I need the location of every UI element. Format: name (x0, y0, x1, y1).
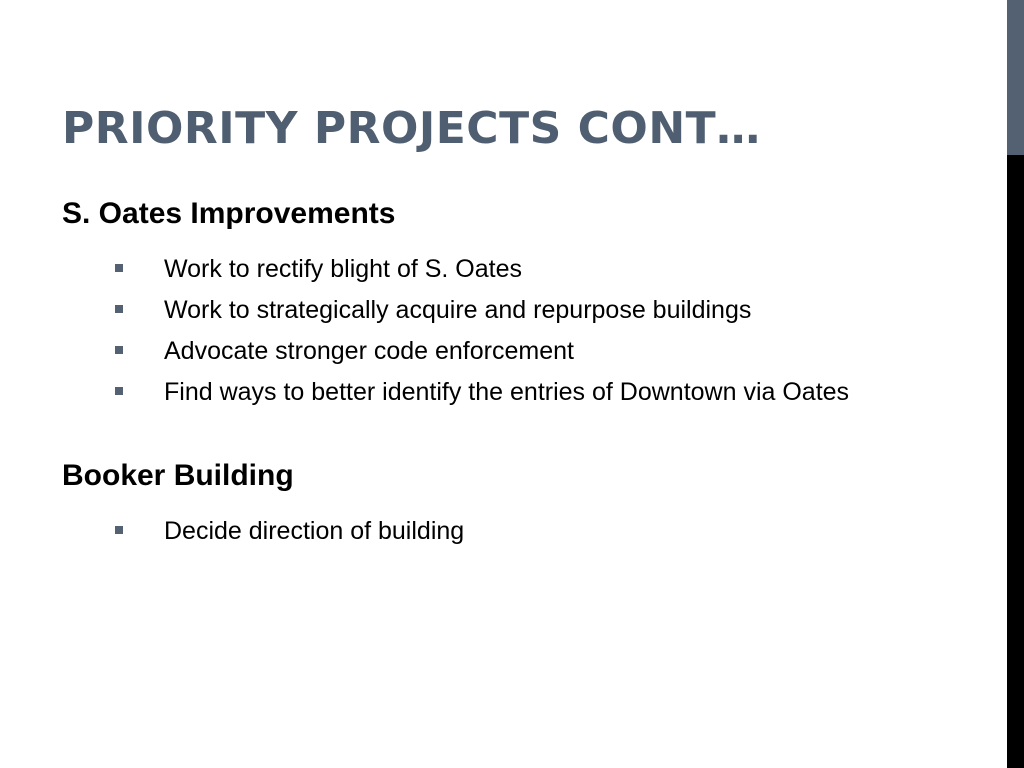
section-booker-building (62, 456, 992, 551)
bullet-text: Work to strategically acquire and repurpose buildings (164, 295, 752, 324)
square-bullet-icon (115, 526, 123, 534)
list-item (62, 289, 992, 330)
list-item (62, 330, 992, 371)
section-s-oates-improvements (62, 194, 992, 412)
square-bullet-icon (115, 346, 123, 354)
square-bullet-icon (115, 264, 123, 272)
bullet-list (62, 510, 992, 551)
bullet-list (62, 248, 992, 412)
bullet-text: Find ways to better identify the entries of Downtown via Oates (164, 377, 850, 406)
list-item (62, 510, 992, 551)
bullet-text: Advocate stronger code enforcement (164, 336, 574, 365)
square-bullet-icon (115, 305, 123, 313)
bullet-text: Decide direction of building (164, 516, 465, 545)
section-heading: Booker Building (62, 459, 294, 492)
slide-title: PRIORITY PROJECTS CONT… (62, 103, 761, 154)
section-heading: S. Oates Improvements (62, 197, 396, 230)
square-bullet-icon (115, 387, 123, 395)
list-item (62, 371, 992, 412)
side-accent-bar (1007, 0, 1024, 155)
side-dark-bar (1007, 155, 1024, 768)
list-item (62, 248, 992, 289)
bullet-text: Work to rectify blight of S. Oates (164, 254, 523, 283)
